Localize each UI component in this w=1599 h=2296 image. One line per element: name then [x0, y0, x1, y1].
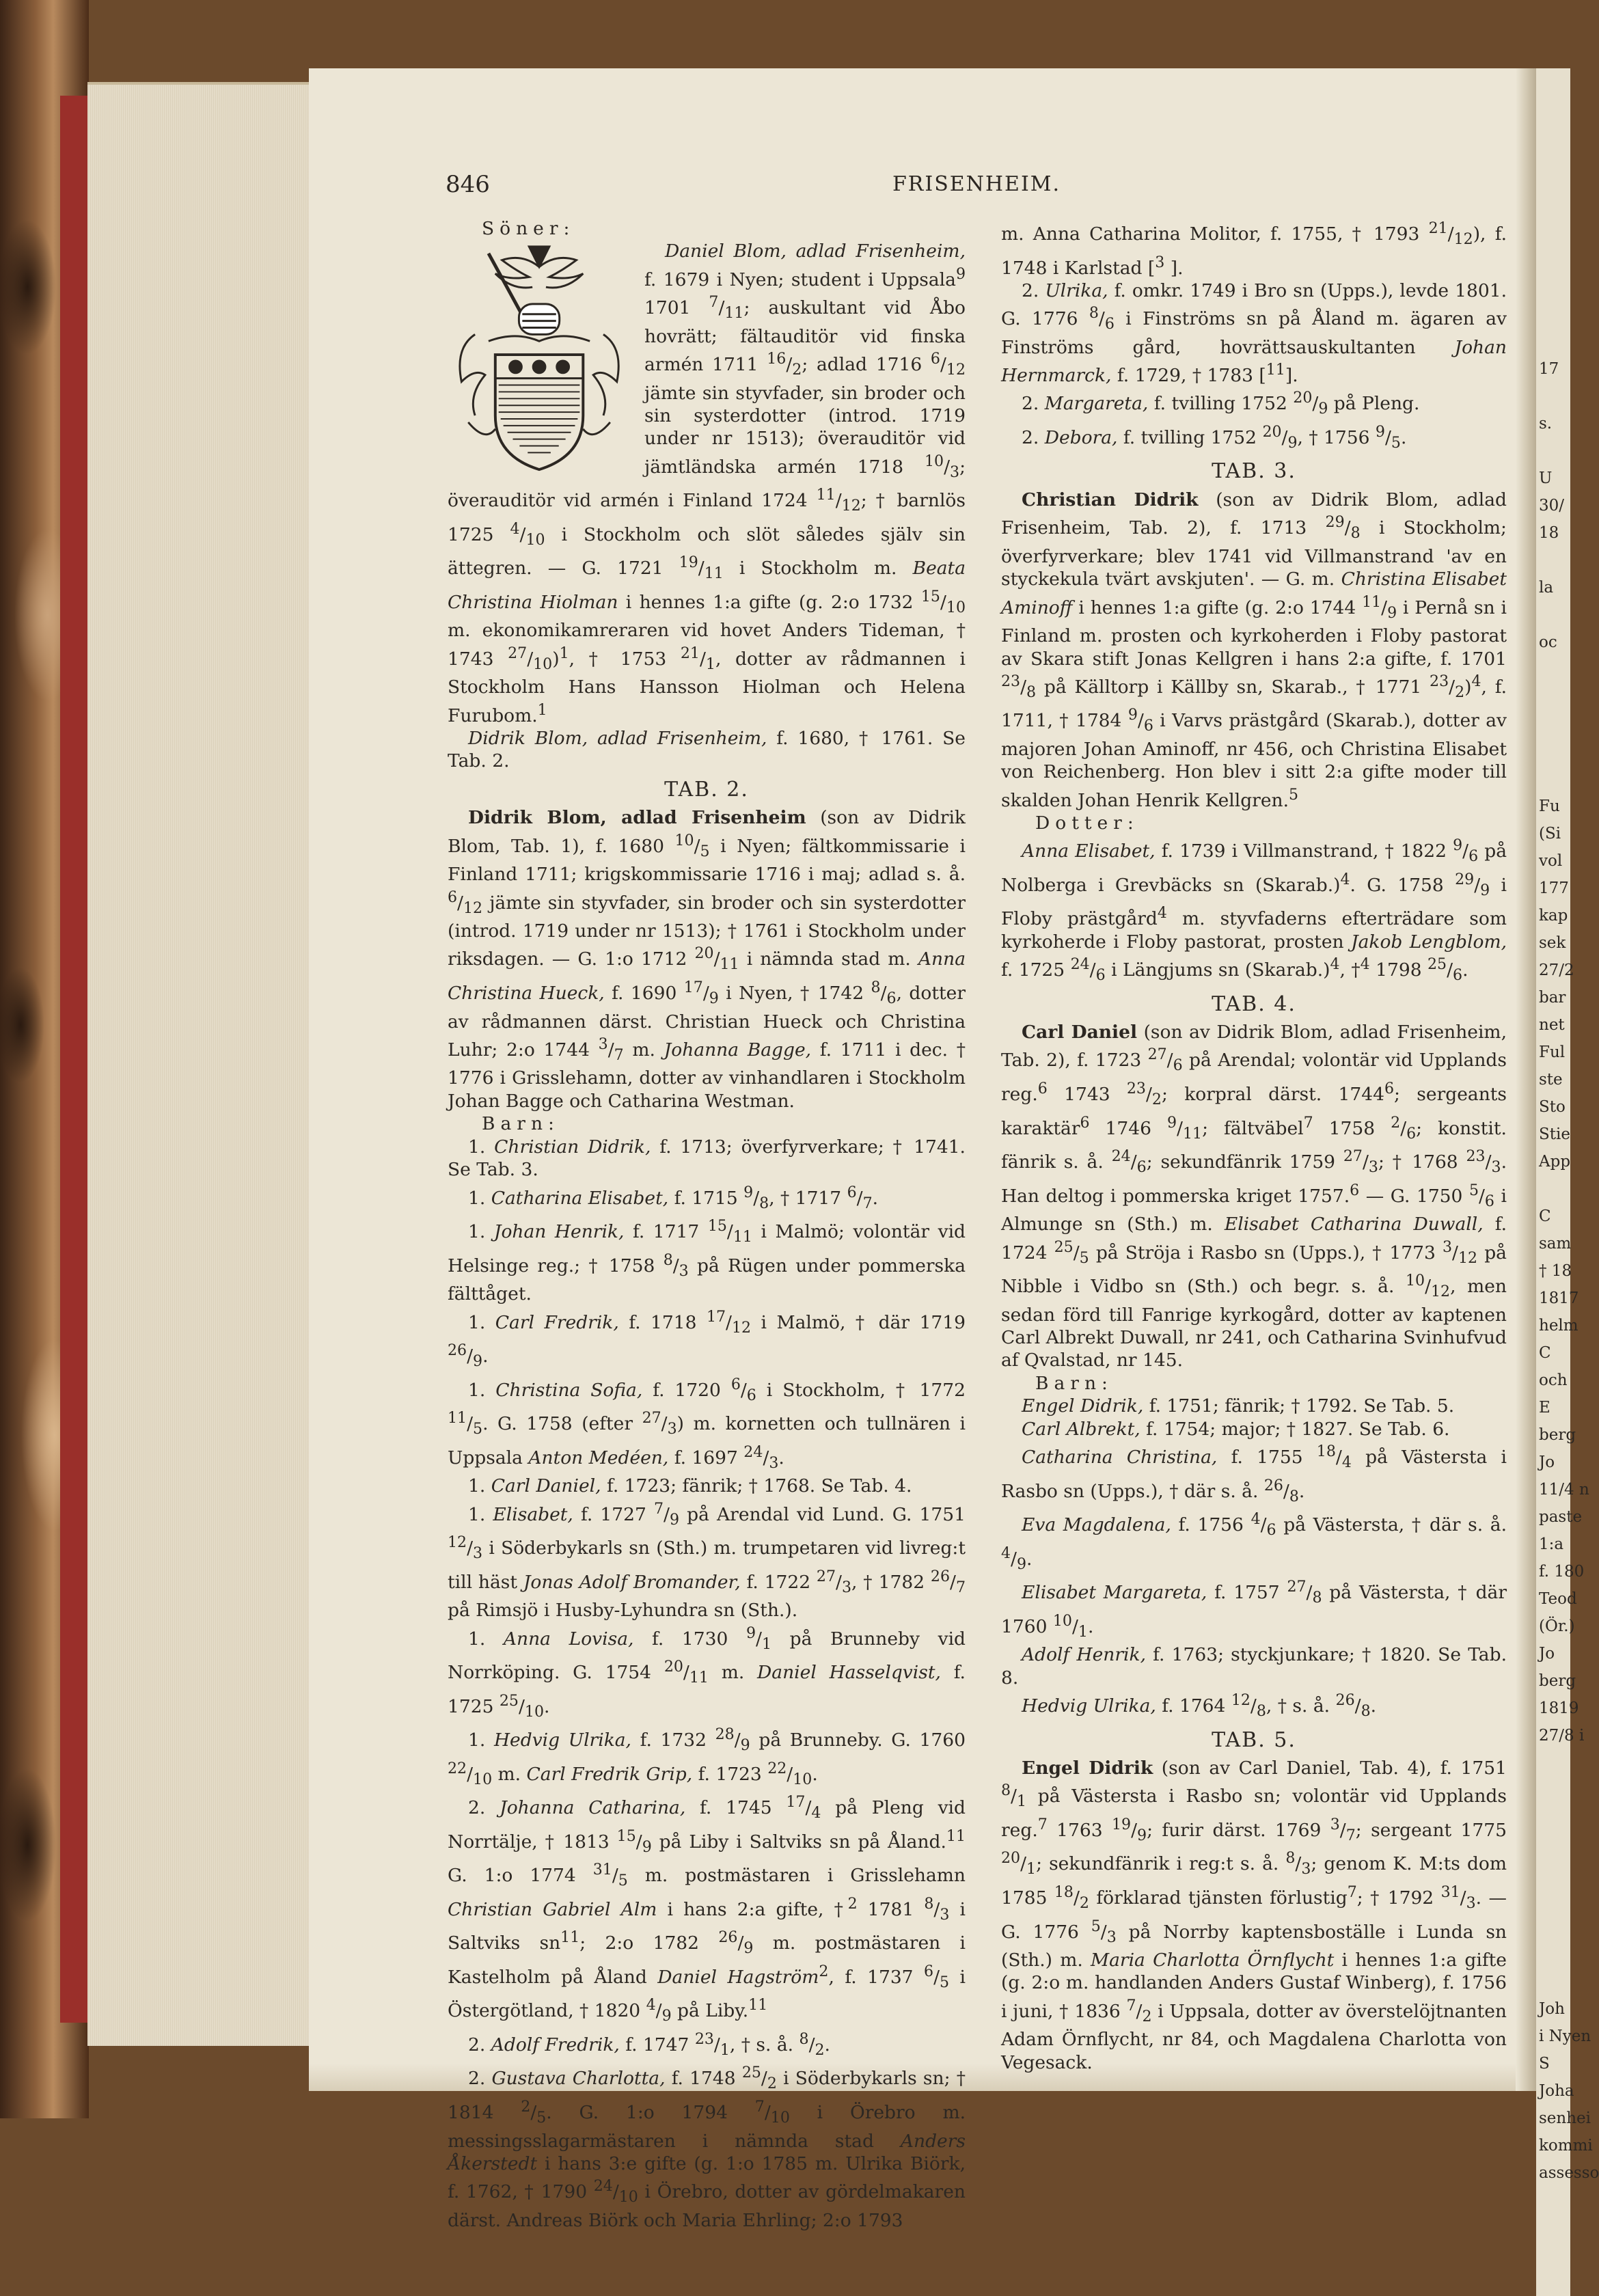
- entry-paragraph: 2. Gustava Charlotta, f. 1748 $^{25}/_2$ i Söderbykarls sn; † 1814 $^2/_5$. G. 1:o 1794 $^7/_{10}$ i Örebro m. messingsslagarmästaren i nämnda stad Anders Åkerstedt i hans 3:e gifte (g. 1:o 1785 m. Ulrika Biörk, f. 1762, † 1790 $^{24}/_{10}$ i Örebro, dotter av gördelmakaren därst. Andreas Biörk och Maria Ehrling; 2:o 1793: [448, 2064, 966, 2231]
- next-page-fragment: [1536, 1831, 1570, 1859]
- entry-paragraph: m. Anna Catharina Molitor, f. 1755, † 1793 $^{21}/_{12}$), f. 1748 i Karlstad [$^3$ ].: [1001, 220, 1507, 279]
- next-page-fragment: [1536, 1777, 1570, 1804]
- next-page-fragment: 30/: [1539, 497, 1565, 515]
- coat-of-arms-icon: [448, 240, 638, 476]
- next-page-fragment: [1536, 383, 1570, 410]
- next-page-fragment: Sto: [1539, 1098, 1566, 1116]
- next-page-fragment: [1536, 656, 1570, 683]
- next-page-fragment: 18: [1539, 524, 1559, 542]
- next-page-fragment: s.: [1539, 415, 1553, 433]
- next-page-fragment: E: [1539, 1399, 1550, 1417]
- entry-paragraph: Christian Didrik (son av Didrik Blom, adlad Frisenheim, Tab. 2), f. 1713 $^{29}/_8$ i Stockholm; överfyrverkare; blev 1741 vid Villmanstrand 'av en styckekula tvärt avskjuten'. — G. m. Christina Elisabet Aminoff i hennes 1:a gifte (g. 2:o 1744 $^{11}/_9$ i Pernå sn i Finland m. prosten och kyrkoherden i Floby pastorat av Skara stift Jonas Kellgren i hans 2:a gifte, f. 1701 $^{23}/_8$ på Källtorp i Källby sn, Skarab., † 1771 $^{23}/_2)^4$, f. 1711, † 1784 $^9/_6$ i Varvs prästgård (Skarab.), dotter av majoren Johan Aminoff, nr 456, och Christina Elisabet von Reichenberg. Hon blev i sitt 2:a gifte moder till skalden Johan Henrik Kellgren.$^5$: [1001, 489, 1507, 811]
- entry-paragraph: Eva Magdalena, f. 1756 $^4/_6$ på Västersta, † där s. å. $^4/_9$.: [1001, 1511, 1507, 1573]
- page-header: [446, 171, 1507, 198]
- next-page-fragment: [1536, 1175, 1570, 1203]
- entry-paragraph: Engel Didrik (son av Carl Daniel, Tab. 4), f. 1751 $^8/_1$ på Västersta i Rasbo sn; volontär vid Upplands reg.$^7$ 1763 $^{19}/_9$; furir därst. 1769 $^3/_7$; sergeant 1775 $^{20}/_1$; sekundfänrik i reg:t s. å. $^8/_3$; genom K. M:ts dom 1785 $^{18}/_2$ förklarad tjänsten förlustig$^7$; † 1792 $^{31}/_3$. — G. 1776 $^5/_3$ på Norrby kaptensboställe i Lunda sn (Sth.) m. Maria Charlotta Örnflycht i hennes 1:a gifte (g. 2:o m. handlanden Anders Gustaf Winberg), f. 1756 i juni, † 1836 $^7/_2$ i Uppsala, dotter av överstelöjtnanten Adam Örnflycht, nr 84, och Magdalena Charlotta von Vegesack.: [1001, 1757, 1507, 2073]
- next-page-fragment: och: [1539, 1371, 1568, 1389]
- entry-paragraph: 1. Elisabet, f. 1727 $^7/_9$ på Arendal vid Lund. G. 1751 $^{12}/_3$ i Söderbykarls sn (Sth.) m. trumpetaren vid livreg:t till häst Jonas Adolf Bromander, f. 1722 $^{27}/_3$, † 1782 $^{26}/_7$ på Rimsjö i Husby-Lyhundra sn (Sth.).: [448, 1500, 966, 1622]
- next-page-fragment: 27/2: [1539, 961, 1574, 979]
- next-page-fragment: 1817: [1539, 1289, 1579, 1307]
- next-page-fragment: Joh: [1539, 2000, 1565, 2018]
- entry-paragraph: Carl Albrekt, f. 1754; major; † 1827. Se Tab. 6.: [1022, 1418, 1450, 1440]
- running-title: FRISENHEIM.: [892, 172, 1061, 196]
- next-page-fragment: C: [1539, 1207, 1551, 1225]
- entry-paragraph: Hedvig Ulrika, f. 1764 $^{12}/_8$, † s. å. $^{26}/_8$.: [1022, 1692, 1377, 1721]
- next-page-fragment: S: [1539, 2055, 1550, 2073]
- next-page-fragment: f. 180: [1539, 1563, 1585, 1581]
- next-page-fragment: [1536, 1804, 1570, 1831]
- entry-paragraph: 1. Carl Fredrik, f. 1718 $^{17}/_{12}$ i Malmö, † där 1719 $^{26}/_9$.: [448, 1308, 966, 1371]
- entry-paragraph: Didrik Blom, adlad Frisenheim, f. 1680, † 1761. Se Tab. 2.: [448, 727, 966, 772]
- next-page-fragment: paste: [1539, 1508, 1583, 1526]
- next-page-fragment: Fu: [1539, 797, 1560, 815]
- table-heading: TAB. 4.: [1212, 992, 1296, 1016]
- table-heading: TAB. 3.: [1212, 459, 1296, 484]
- next-page-fragment: kommi: [1539, 2137, 1593, 2155]
- next-page-fragment: sek: [1539, 934, 1566, 952]
- section-label: Dotter:: [1035, 812, 1139, 834]
- entry-paragraph: 2. Johanna Catharina, f. 1745 $^{17}/_4$ på Pleng vid Norrtälje, † 1813 $^{15}/_9$ på Liby i Saltviks sn på Åland.$^{11}$ G. 1:o 1774 $^{31}/_5$ m. postmästaren i Grisslehamn Christian Gabriel Alm i hans 2:a gifte, †$^2$ 1781 $^8/_3$ i Saltviks $sn^{11}$; 2:o 1782 $^{26}/_9$ m. postmästaren i Kastelholm på Åland Daniel Hagström$^2$, f. 1737 $^6/_5$ i Östergötland, † 1820 $^4/_9$ på Liby.$^{11}$: [448, 1794, 966, 2025]
- section-label: Barn:: [482, 1113, 560, 1135]
- next-page-fragment: App: [1539, 1153, 1571, 1171]
- next-page-fragment: (Si: [1539, 825, 1561, 843]
- next-page-fragment: 17: [1539, 360, 1559, 378]
- left-column: [448, 217, 966, 2232]
- entry-paragraph: Daniel Blom, adlad Frisenheim, f. 1679 i Nyen; student i Uppsala$^9$ 1701 $^7/_{11}$; auskultant vid Åbo hovrätt; fältauditör vid finska armén 1711 $^{16}/_2$; adlad 1716 $^6/_{12}$ jämte sin styvfader, sin broder och sin systerdotter (introd. 1719 under nr 1513); överauditör vid jämtländska armén 1718 $^{10}/_3$; överauditör vid armén i Finland 1724 $^{11}/_{12}$; † barnlös 1725 $^4/_{10}$ i Stockholm och slöt således själv sin ättegren. — G. 1721 $^{19}/_{11}$ i Stockholm m. Beata Christina Hiolman i hennes 1:a gifte (g. 2:o 1732 $^{15}/_{10}$ m. ekonomikamreraren vid hovet Anders Tideman, † 1743 $^{27}/_{10})^1$, † 1753 $^{21}/_1$, dotter av rådmannen i Stockholm Hans Hansson Hiolman och Helena Furubom.$^1$: [448, 241, 966, 726]
- entry-paragraph: 2. Adolf Fredrik, f. 1747 $^{23}/_1$, † s. å. $^8/_2$.: [468, 2030, 830, 2060]
- next-page-fragment: U: [1539, 469, 1553, 487]
- next-page-fragment: bar: [1539, 989, 1566, 1007]
- next-page-fragment: [1536, 683, 1570, 711]
- next-page-fragment: C: [1539, 1344, 1551, 1362]
- next-page-fragment: 11/4 n: [1539, 1481, 1589, 1499]
- entry-paragraph: 1. Anna Lovisa, f. 1730 $^9/_1$ på Brunneby vid Norrköping. G. 1754 $^{20}/_{11}$ m. Daniel Hasselqvist, f. 1725 $^{25}/_{10}$.: [448, 1624, 966, 1721]
- next-page-fragment: [1536, 601, 1570, 629]
- page-number: 846: [446, 171, 490, 198]
- next-page-fragment: Ful: [1539, 1043, 1566, 1061]
- entry-paragraph: 2. Margareta, f. tvilling 1752 $^{20}/_9$ på Pleng.: [1022, 390, 1420, 418]
- next-page-fragment: Teod: [1539, 1590, 1577, 1608]
- next-page-fragment: Joha: [1539, 2082, 1574, 2100]
- next-page-fragment: [1536, 437, 1570, 465]
- next-page-fragment: [1536, 1859, 1570, 1886]
- table-heading: TAB. 5.: [1212, 1727, 1296, 1752]
- next-page-fragment: ste: [1539, 1071, 1563, 1089]
- entry-paragraph: 1. Catharina Elisabet, f. 1715 $^9/_8$, † 1717 $^6/_7$.: [468, 1184, 879, 1212]
- entry-paragraph: 1. Carl Daniel, f. 1723; fänrik; † 1768. Se Tab. 4.: [468, 1475, 912, 1497]
- next-page-fragment: [1536, 1913, 1570, 1941]
- entry-paragraph: Catharina Christina, f. 1755 $^{18}/_4$ på Västersta i Rasbo sn (Upps.), † där s. å. $^{26}/_8$.: [1001, 1443, 1507, 1505]
- next-page-fragment: la: [1539, 579, 1554, 597]
- next-page-fragment: vol: [1539, 852, 1563, 870]
- next-page-fragment: [1536, 1941, 1570, 1968]
- next-page-fragment: Jo: [1539, 1645, 1555, 1663]
- entry-paragraph: 1. Christina Sofia, f. 1720 $^6/_6$ i Stockholm, † 1772 $^{11}/_5$. G. 1758 (efter $^{27}/_3$) m. kornetten och tullnären i Uppsala Anton Medéen, f. 1697 $^{24}/_3$.: [448, 1376, 966, 1472]
- next-page-fragment: † 18: [1539, 1262, 1572, 1280]
- entry-paragraph: 2. Ulrika, f. omkr. 1749 i Bro sn (Upps.), levde 1801. G. 1776 $^8/_6$ i Finströms sn på Åland m. ägaren av Finströms gård, hovrättsauskultanten Johan Hernmarck, f. 1729, † 1783 [$^{11}$].: [1001, 279, 1507, 386]
- next-page-fragment: oc: [1539, 633, 1557, 651]
- next-page-fragment: assesso: [1539, 2164, 1599, 2182]
- next-page-fragment: kap: [1539, 907, 1568, 925]
- next-page-fragment: sam: [1539, 1235, 1572, 1253]
- next-page-fragment: 27/8 i: [1539, 1727, 1585, 1745]
- next-page-fragment: [1536, 273, 1570, 301]
- page-stack-edge: [87, 82, 320, 2046]
- next-page-fragment: berg: [1539, 1672, 1576, 1690]
- next-page-fragment: senhei: [1539, 2109, 1591, 2127]
- next-page-fragment: [1536, 1968, 1570, 1995]
- entry-paragraph: Elisabet Margareta, f. 1757 $^{27}/_8$ på Västersta, † där 1760 $^{10}/_1$.: [1001, 1578, 1507, 1641]
- entry-paragraph: 1. Christian Didrik, f. 1713; överfyrverkare; † 1741. Se Tab. 3.: [448, 1136, 966, 1181]
- next-page-fragment: (Ör.): [1539, 1617, 1575, 1635]
- page-gutter: [1516, 68, 1536, 2091]
- entry-paragraph: 2. Debora, f. tvilling 1752 $^{20}/_9$, † 1756 $^9/_5$.: [1022, 423, 1407, 452]
- next-page-fragment: [1536, 711, 1570, 738]
- entry-paragraph: Anna Elisabet, f. 1739 i Villmanstrand, † 1822 $^9/_6$ på Nolberga i Grevbäcks sn (Skarab.)$^4$. G. 1758 $^{29}/_9$ i Floby prästgård$^4$ m. styvfaderns efterträdare som kyrkoherde i Floby pastorat, prosten Jakob Lengblom, f. 1725 $^{24}/_6$ i Längjums sn (Skarab.)$^4$, †$^4$ 1798 $^{25}/_6$.: [1001, 837, 1507, 985]
- entry-paragraph: Engel Didrik, f. 1751; fänrik; † 1792. Se Tab. 5.: [1022, 1395, 1455, 1417]
- next-page-fragment: 1:a: [1539, 1535, 1564, 1553]
- next-page-fragment: Stie: [1539, 1125, 1570, 1143]
- entry-paragraph: Adolf Henrik, f. 1763; styckjunkare; † 1820. Se Tab. 8.: [1001, 1644, 1507, 1689]
- next-page-fragment: net: [1539, 1016, 1565, 1034]
- entry-paragraph: Carl Daniel (son av Didrik Blom, adlad Frisenheim, Tab. 2), f. 1723 $^{27}/_6$ på Arendal; volontär vid Upplands reg.$^6$ 1743 $^{23}/_2$; korpral därst. 1744$^6$; sergeants karaktär$^6$ 1746 $^9/_{11}$; fältväbel$^7$ 1758 $^2/_6$; konstit. fänrik s. å. $^{24}/_6$; sekundfänrik 1759 $^{27}/_3$; † 1768 $^{23}/_3$. Han deltog i pommerska kriget 1757.$^6$ — G. 1750 $^5/_6$ i Almunge sn (Sth.) m. Elisabet Catharina Duwall, f. 1724 $^{25}/_5$ på Ströja i Rasbo sn (Upps.), † 1773 $^3/_{12}$ på Nibble i Vidbo sn (Sth.) och begr. s. å. $^{10}/_{12}$, men sedan förd till Fanrige kyrkogård, dotter av kaptenen Carl Albrekt Duwall, nr 241, och Catharina Svinhufvud af Qvalstad, nr 145.: [1001, 1022, 1507, 1371]
- entry-paragraph: 1. Johan Henrik, f. 1717 $^{15}/_{11}$ i Malmö; volontär vid Helsinge reg.; † 1758 $^8/_3$ på Rügen under pommerska fälttåget.: [448, 1218, 966, 1305]
- entry-paragraph: 1. Hedvig Ulrika, f. 1732 $^{28}/_9$ på Brunneby. G. 1760 $^{22}/_{10}$ m. Carl Fredrik Grip, f. 1723 $^{22}/_{10}$.: [448, 1726, 966, 1788]
- next-page-fragment: 177: [1539, 879, 1569, 897]
- table-heading: TAB. 2.: [664, 777, 749, 802]
- next-page-fragment: [1536, 328, 1570, 355]
- next-page-fragment: helm: [1539, 1317, 1578, 1335]
- next-page-fragment: berg: [1539, 1426, 1576, 1444]
- entry-paragraph: Didrik Blom, adlad Frisenheim (son av Didrik Blom, Tab. 1), f. 1680 $^{10}/_5$ i Nyen; fältkommissarie i Finland 1711; krigskommissarie 1716 i maj; adlad s. å. $^6/_{12}$ jämte sin styvfader, sin broder och sin systerdotter (introd. 1719 under nr 1513); † 1761 i Stockholm under riksdagen. — G. 1:o 1712 $^{20}/_{11}$ i nämnda stad m. Anna Christina Hueck, f. 1690 $^{17}/_9$ i Nyen, † 1742 $^8/_6$, dotter av rådmannen därst. Christian Hueck och Christina Luhr; 2:o 1744 $^3/_7$ m. Johanna Bagge, f. 1711 i dec. † 1776 i Grisslehamn, dotter av vinhandlaren i Stockholm Johan Bagge och Catharina Westman.: [448, 807, 966, 1112]
- section-label: Söner:: [482, 218, 575, 239]
- next-page-fragment: i Nyen: [1539, 2027, 1591, 2045]
- next-page-fragment: Jo: [1539, 1453, 1555, 1471]
- section-label: Barn:: [1035, 1372, 1113, 1394]
- next-page-fragment: [1536, 1886, 1570, 1913]
- next-page-fragment: 1819: [1539, 1699, 1579, 1717]
- next-page-fragment: [1536, 765, 1570, 793]
- next-page-edge: [1536, 68, 1599, 2296]
- next-page-fragment: [1536, 1749, 1570, 1777]
- right-column: [1001, 217, 1507, 2074]
- book-spine: [60, 96, 87, 2023]
- next-page-fragment: [1536, 547, 1570, 574]
- next-page-fragment: [1536, 738, 1570, 765]
- next-page-fragment: [1536, 301, 1570, 328]
